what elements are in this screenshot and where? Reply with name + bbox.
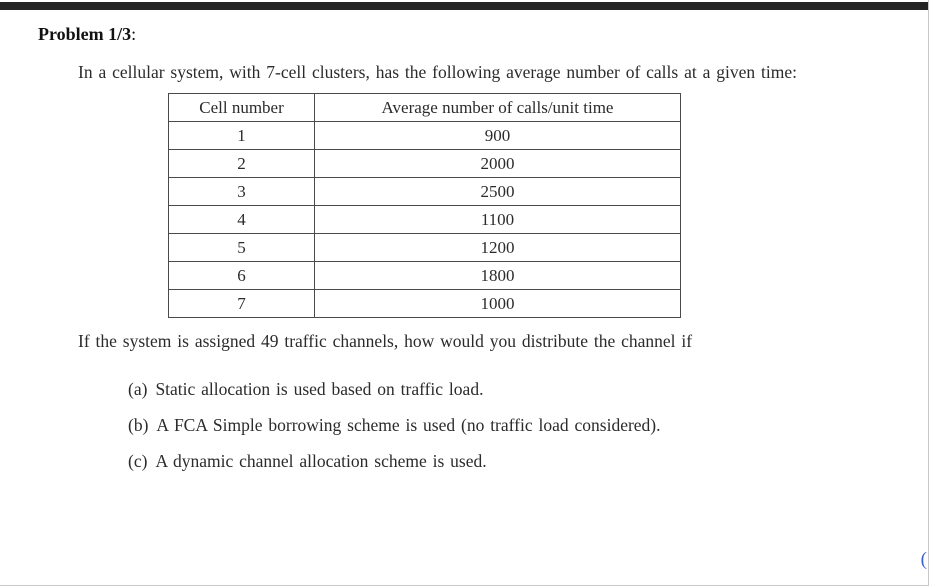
table-cell-number: 2 <box>169 150 315 178</box>
item-label-b: (b) <box>128 415 149 435</box>
list-item-a <box>128 376 898 402</box>
question-paragraph: If the system is assigned 49 traffic channels, how would you distribute the channel if <box>78 331 693 351</box>
table-row <box>169 290 681 318</box>
table-row <box>169 262 681 290</box>
calls-table <box>168 93 681 318</box>
table-cell-calls: 900 <box>315 122 681 150</box>
problem-title-text: Problem 1/3 <box>38 24 132 44</box>
list-item-c <box>128 448 898 474</box>
table-header-cell-number: Cell number <box>169 94 315 122</box>
table-cell-calls: 1800 <box>315 262 681 290</box>
item-label-c: (c) <box>128 451 148 471</box>
corner-cutoff-glyph: ( <box>920 549 927 570</box>
problem-title-colon: : <box>131 24 137 44</box>
table-cell-number: 5 <box>169 234 315 262</box>
table-cell-number: 4 <box>169 206 315 234</box>
table-cell-number: 6 <box>169 262 315 290</box>
table-row <box>169 234 681 262</box>
table-header-row <box>169 94 681 122</box>
top-divider-bar <box>0 2 928 10</box>
table-cell-calls: 2000 <box>315 150 681 178</box>
table-row <box>169 122 681 150</box>
table-cell-calls: 1100 <box>315 206 681 234</box>
item-text-a: Static allocation is used based on traffic load. <box>155 379 484 399</box>
options-list <box>128 376 898 474</box>
item-text-c: A dynamic channel allocation scheme is used. <box>155 451 487 471</box>
table-cell-number: 3 <box>169 178 315 206</box>
table-cell-calls: 2500 <box>315 178 681 206</box>
table-row <box>169 150 681 178</box>
page-title <box>38 24 898 45</box>
table-row <box>169 178 681 206</box>
intro-paragraph: In a cellular system, with 7-cell clusters, has the following average number of calls at a given time: <box>78 62 797 82</box>
table-cell-calls: 1000 <box>315 290 681 318</box>
problem-body <box>78 59 898 474</box>
table-cell-calls: 1200 <box>315 234 681 262</box>
table-row <box>169 206 681 234</box>
table-header-avg-calls: Average number of calls/unit time <box>315 94 681 122</box>
table-cell-number: 1 <box>169 122 315 150</box>
item-label-a: (a) <box>128 379 148 399</box>
document-content <box>38 24 898 484</box>
list-item-b <box>128 412 898 438</box>
item-text-b: A FCA Simple borrowing scheme is used (no traffic load considered). <box>156 415 661 435</box>
table-cell-number: 7 <box>169 290 315 318</box>
